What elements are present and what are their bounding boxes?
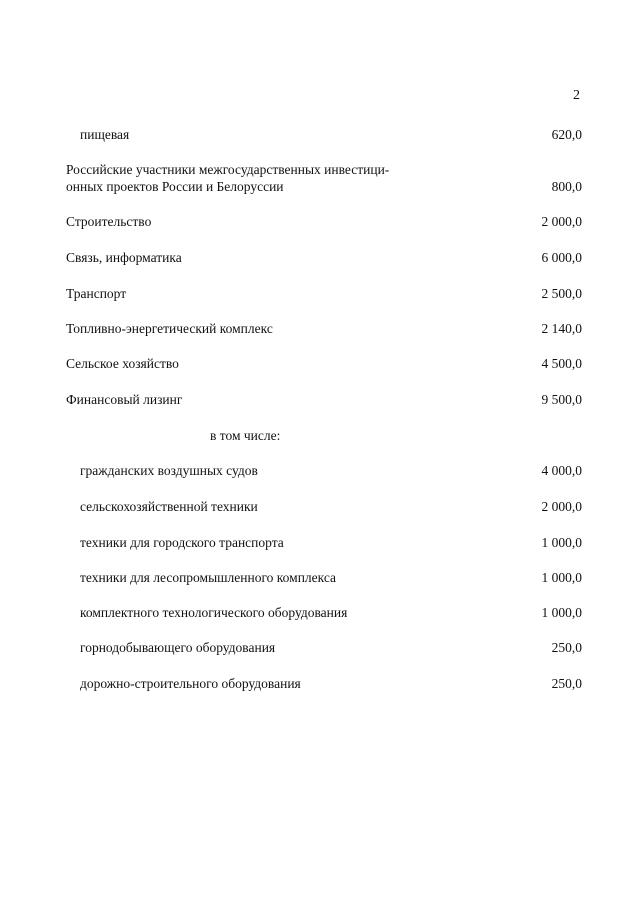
row-label: Финансовый лизинг (66, 392, 183, 407)
budget-row-transport (66, 285, 582, 302)
subheading: в том числе: (210, 428, 281, 443)
row-value: 620,0 (551, 127, 582, 142)
row-value: 800,0 (551, 179, 582, 194)
budget-row-leasing (66, 391, 582, 408)
budget-row-agriculture (66, 355, 582, 372)
row-label: техники для лесопромышленного комплекса (80, 570, 337, 585)
row-label: техники для городского транспорта (80, 535, 284, 550)
row-label: горнодобывающего оборудования (80, 640, 276, 655)
sub-row-agri-machinery (66, 498, 582, 515)
row-value: 4 000,0 (541, 463, 582, 478)
row-value: 1 000,0 (541, 570, 582, 585)
row-label (66, 161, 582, 195)
page-number: 2 (573, 88, 580, 103)
row-value: 2 000,0 (541, 499, 582, 514)
sub-row-timber-industry (66, 569, 582, 586)
row-label: Транспорт (66, 286, 127, 301)
row-label: сельскохозяйственной техники (80, 499, 258, 514)
row-label: Строительство (66, 214, 152, 229)
row-label: комплектного технологического оборудования (80, 605, 348, 620)
row-label-line-1: Российские участники межгосударственных инвестици- (66, 162, 390, 177)
budget-row-construction (66, 213, 582, 230)
row-label: гражданских воздушных судов (80, 463, 258, 478)
budget-row-investment-projects (66, 161, 582, 195)
sub-row-mining-equipment (66, 639, 582, 656)
row-value: 250,0 (551, 676, 582, 691)
row-label: Сельское хозяйство (66, 356, 179, 371)
row-value: 2 140,0 (541, 321, 582, 336)
row-label: Связь, информатика (66, 250, 182, 265)
row-value: 1 000,0 (541, 605, 582, 620)
row-value: 2 500,0 (541, 286, 582, 301)
row-value: 250,0 (551, 640, 582, 655)
row-label: дорожно-строительного оборудования (80, 676, 301, 691)
budget-row-communications (66, 249, 582, 266)
row-value: 6 000,0 (541, 250, 582, 265)
budget-row-fuel-energy (66, 320, 582, 337)
sub-row-road-equipment (66, 675, 582, 692)
row-value: 1 000,0 (541, 535, 582, 550)
sub-row-tech-equipment (66, 604, 582, 621)
row-label: пищевая (80, 127, 130, 142)
row-value: 4 500,0 (541, 356, 582, 371)
row-label-line-2: онных проектов России и Белоруссии (66, 179, 284, 194)
row-value: 9 500,0 (541, 392, 582, 407)
sub-row-city-transport (66, 534, 582, 551)
row-value: 2 000,0 (541, 214, 582, 229)
budget-row-food (66, 126, 582, 143)
row-label: Топливно-энергетический комплекс (66, 321, 273, 336)
sub-row-aircraft (66, 462, 582, 479)
